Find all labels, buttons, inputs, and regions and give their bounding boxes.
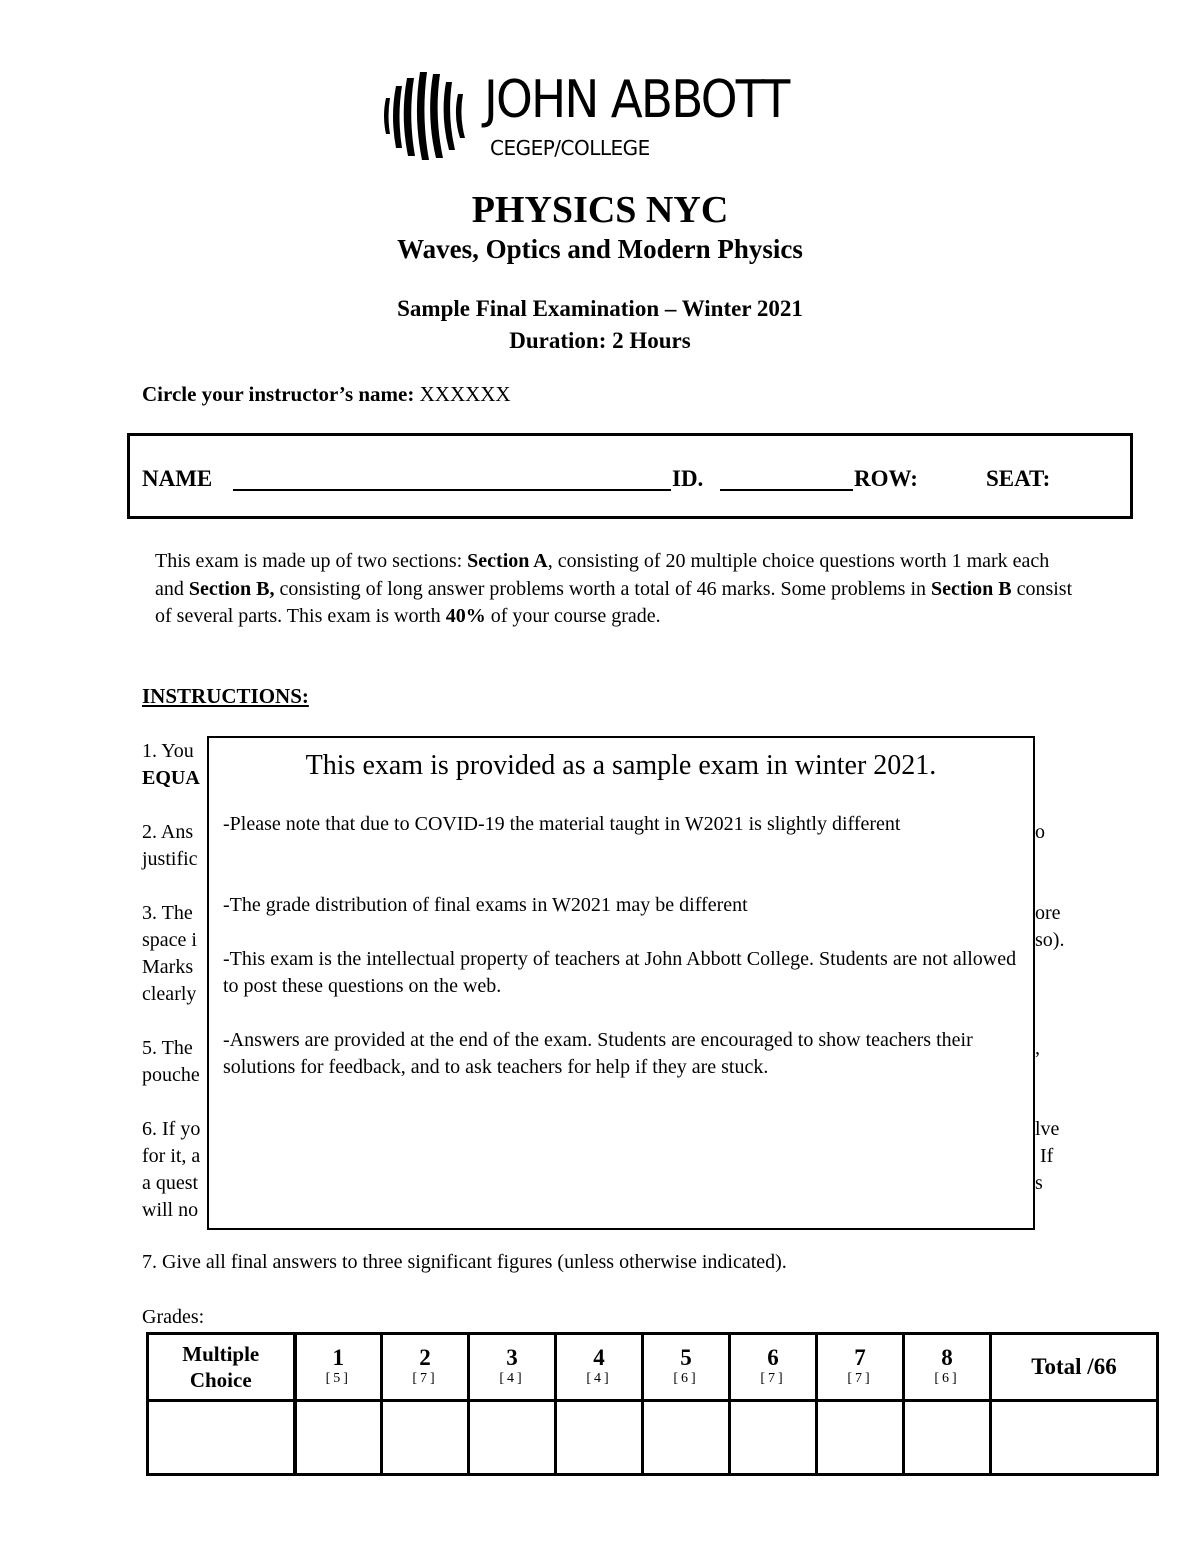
instructor-line	[142, 382, 511, 407]
stripes-logo-icon	[380, 68, 480, 164]
question-number: 1	[332, 1345, 344, 1371]
instruction-fragment: 2. Ans	[142, 821, 194, 843]
name-label: NAME	[142, 466, 213, 491]
instruction-fragment: If	[1040, 1145, 1054, 1167]
question-points: [6]	[673, 1371, 699, 1387]
notice-paragraph: -Answers are provided at the end of the exam. Students are encouraged to show teachers their solutions for feedback, and to ask teachers for help if they are stuck.	[223, 1029, 973, 1078]
score-cell-multiple-choice[interactable]	[148, 1401, 295, 1475]
instructions-heading: INSTRUCTIONS:	[142, 684, 309, 708]
instruction-fragment: 3. The	[142, 902, 193, 924]
question-points: [5]	[325, 1371, 351, 1387]
question-number: 4	[593, 1345, 605, 1371]
notice-heading: This exam is provided as a sample exam in winter 2021.	[305, 750, 937, 781]
question-number: 6	[767, 1345, 779, 1371]
instruction-fragment: s	[1035, 1172, 1043, 1194]
seat-label: SEAT:	[986, 466, 1051, 491]
instruction-fragment: for it, a	[142, 1145, 201, 1167]
intro-text: This exam is made up of two sections:	[155, 550, 468, 572]
question-points: [4]	[499, 1371, 525, 1387]
header-question	[382, 1334, 469, 1401]
grades-header-row	[148, 1334, 1158, 1401]
logo-subtitle: CEGEP/COLLEGE	[490, 136, 650, 160]
header-question	[556, 1334, 643, 1401]
instructor-name: XXXXXX	[419, 382, 511, 406]
header-total	[991, 1334, 1158, 1401]
score-cell[interactable]	[382, 1401, 469, 1475]
grades-label: Grades:	[142, 1306, 205, 1328]
exam-description	[155, 548, 1075, 631]
question-number: 5	[680, 1345, 692, 1371]
header-question	[904, 1334, 991, 1401]
notice-paragraph: -The grade distribution of final exams in W2021 may be different	[223, 894, 748, 916]
instruction-fragment: so).	[1035, 929, 1065, 951]
grades-table	[146, 1332, 1159, 1476]
instruction-fragment: Marks	[142, 956, 194, 978]
question-points: [4]	[586, 1371, 612, 1387]
score-cell[interactable]	[817, 1401, 904, 1475]
header-multiple-choice	[148, 1334, 295, 1401]
notice-paragraph: -This exam is the intellectual property of teachers at John Abbott College. Students are not allowed to post these questions on the web.	[223, 948, 1017, 997]
score-cell[interactable]	[643, 1401, 730, 1475]
instruction-fragment: ,	[1035, 1037, 1040, 1059]
question-points: [7]	[760, 1371, 786, 1387]
mc-line-1: Multiple	[182, 1342, 260, 1367]
instruction-fragment: space i	[142, 929, 197, 951]
total-label: Total /66	[1031, 1354, 1117, 1380]
instruction-fragment: will no	[142, 1199, 199, 1221]
score-cell[interactable]	[295, 1401, 382, 1475]
grades-score-row	[148, 1401, 1158, 1475]
instruction-fragment: clearly	[142, 983, 197, 1005]
header-question	[643, 1334, 730, 1401]
exam-duration: Duration: 2 Hours	[509, 328, 691, 353]
id-label: ID.	[672, 466, 704, 491]
question-number: 8	[941, 1345, 953, 1371]
question-points: [7]	[847, 1371, 873, 1387]
question-points: [6]	[934, 1371, 960, 1387]
instruction-fragment: justific	[142, 848, 198, 870]
intro-bold: Section B,	[188, 577, 275, 600]
instruction-fragment: pouche	[142, 1064, 200, 1086]
name-field[interactable]	[233, 489, 671, 491]
sample-exam-notice	[207, 736, 1035, 1230]
question-number: 3	[506, 1345, 518, 1371]
instruction-fragment: o	[1035, 821, 1045, 843]
instructor-label: Circle your instructor’s name:	[142, 382, 415, 406]
notice-paragraph: -Please note that due to COVID-19 the material taught in W2021 is slightly different	[223, 813, 901, 835]
question-points: [7]	[412, 1371, 438, 1387]
instruction-fragment: lve	[1035, 1118, 1060, 1140]
intro-text: consisting of long answer problems worth a total of 46 marks. Some problems in	[274, 577, 932, 600]
score-cell[interactable]	[469, 1401, 556, 1475]
page-title: PHYSICS NYC	[471, 189, 729, 231]
score-cell-total[interactable]	[991, 1401, 1158, 1475]
intro-bold: Section A	[467, 550, 548, 572]
header-question	[295, 1334, 382, 1401]
intro-bold: 40%	[445, 605, 486, 627]
intro-bold: Section B	[931, 577, 1012, 600]
score-cell[interactable]	[730, 1401, 817, 1475]
intro-text: , consisting of 20 multiple choice questions worth 1 mark each and	[155, 550, 1050, 600]
header-question	[469, 1334, 556, 1401]
instruction-fragment: 5. The	[142, 1037, 193, 1059]
college-logo	[380, 68, 840, 164]
header-question	[817, 1334, 904, 1401]
exam-title: Sample Final Examination – Winter 2021	[397, 296, 803, 321]
logo-wordmark: JOHN ABBOTT	[484, 70, 789, 130]
instruction-fragment: 1. You	[142, 740, 194, 762]
student-info-box	[127, 433, 1133, 519]
instruction-item-7: 7. Give all final answers to three significant figures (unless otherwise indicated).	[142, 1251, 787, 1273]
intro-text: of your course grade.	[485, 605, 661, 627]
question-number: 2	[419, 1345, 431, 1371]
row-label: ROW:	[854, 466, 918, 491]
course-subtitle: Waves, Optics and Modern Physics	[397, 234, 803, 264]
mc-line-2: Choice	[189, 1368, 252, 1393]
score-cell[interactable]	[556, 1401, 643, 1475]
instruction-fragment: a quest	[142, 1172, 199, 1194]
instruction-fragment: EQUA	[142, 767, 200, 789]
id-field[interactable]	[720, 489, 853, 491]
instruction-fragment: ore	[1035, 902, 1061, 924]
instruction-fragment: 6. If yo	[142, 1118, 201, 1140]
intro-text: consist of several parts. This exam is worth	[155, 577, 1073, 627]
header-question	[730, 1334, 817, 1401]
score-cell[interactable]	[904, 1401, 991, 1475]
question-number: 7	[854, 1345, 866, 1371]
